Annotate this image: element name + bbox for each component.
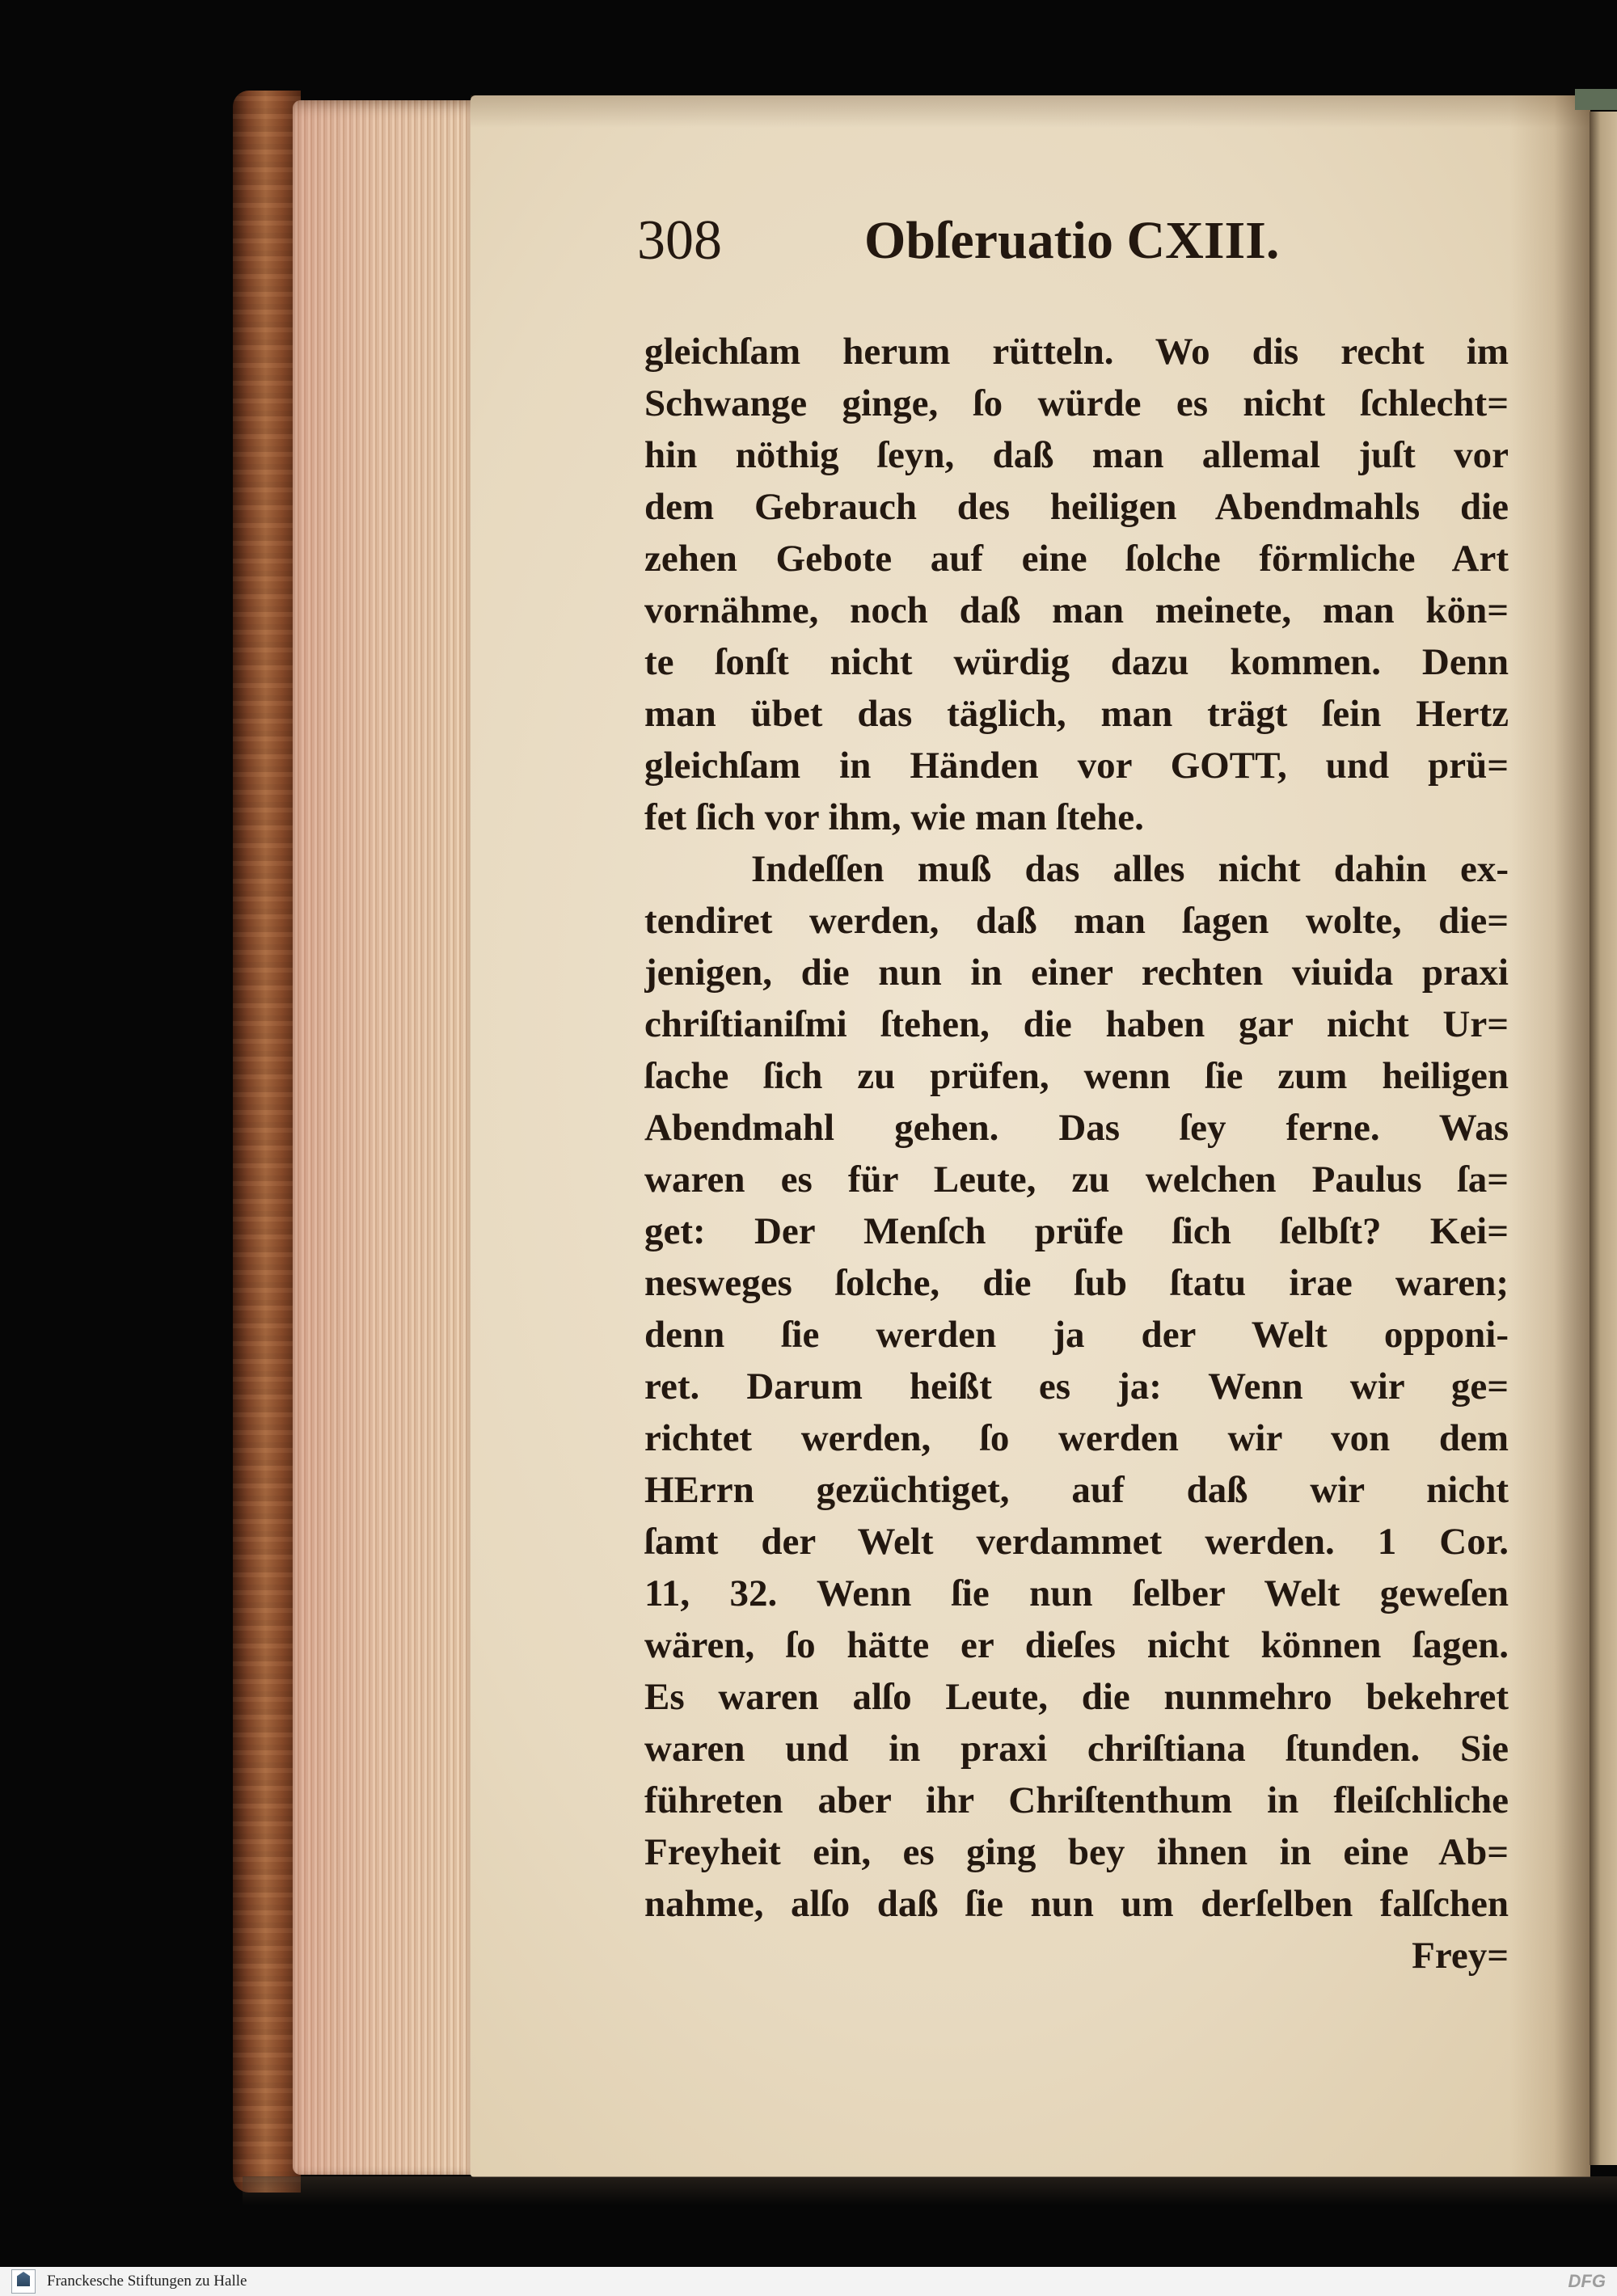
- text-line: zehen Gebote auf eine ſolche förmliche Art: [644, 538, 1509, 580]
- text-line: nesweges ſolche, die ſub ſtatu irae waren;: [644, 1262, 1509, 1304]
- text-line: 11, 32. Wenn ſie nun ſelber Welt geweſen: [644, 1572, 1509, 1614]
- body-text: [644, 326, 1509, 1982]
- text-line: man übet das täglich, man trägt ſein Hertz: [644, 693, 1509, 735]
- text-line: denn ſie werden ja der Welt opponi-: [644, 1314, 1509, 1356]
- text-line: get: Der Menſch prüfe ſich ſelbſt? Kei=: [644, 1210, 1509, 1252]
- text-line: waren es für Leute, zu welchen Paulus ſa=: [644, 1159, 1509, 1201]
- text-line: gleichſam herum rütteln. Wo dis recht im: [644, 331, 1509, 373]
- leather-texture: [233, 91, 301, 2193]
- text-line: wären, ſo hätte er dieſes nicht können ſagen.: [644, 1624, 1509, 1666]
- text-line: tendiret werden, daß man ſagen wolte, die=: [644, 900, 1509, 942]
- page-edges: [293, 100, 477, 2175]
- text-line: chriſtianiſmi ſtehen, die haben gar nicht Ur=: [644, 1003, 1509, 1045]
- text-line: nahme, alſo daß ſie nun um derſelben falſchen: [644, 1883, 1509, 1925]
- text-line: Schwange ginge, ſo würde es nicht ſchlecht=: [644, 382, 1509, 424]
- text-line: Indeſſen muß das alles nicht dahin ex-: [751, 848, 1509, 890]
- text-line: dem Gebrauch des heiligen Abendmahls die: [644, 486, 1509, 528]
- text-line: gleichſam in Händen vor GOTT, und prü=: [644, 745, 1509, 787]
- text-line: Freyheit ein, es ging bey ihnen in eine Ab=: [644, 1831, 1509, 1873]
- facing-page-edge: [1590, 112, 1617, 2165]
- text-line: ſamt der Welt verdammet werden. 1 Cor.: [644, 1521, 1509, 1563]
- dfg-logo: DFG: [1568, 2271, 1606, 2291]
- facing-page-corner: [1575, 89, 1617, 110]
- text-line: vornähme, noch daß man meinete, man kön=: [644, 589, 1509, 631]
- text-line: führeten aber ihr Chriſtenthum in fleiſchliche: [644, 1779, 1509, 1821]
- text-line: HErrn gezüchtiget, auf daß wir nicht: [644, 1469, 1509, 1511]
- text-line: richtet werden, ſo werden wir von dem: [644, 1417, 1509, 1459]
- text-line: hin nöthig ſeyn, daß man allemal juſt vor: [644, 434, 1509, 476]
- catchword: Frey=: [1412, 1935, 1509, 1977]
- text-line: waren und in praxi chriſtiana ſtunden. Sie: [644, 1728, 1509, 1770]
- text-line: jenigen, die nun in einer rechten viuida praxi: [644, 952, 1509, 994]
- page-gutter-shadow: [1509, 95, 1590, 2177]
- institution-name: Franckesche Stiftungen zu Halle: [47, 2273, 247, 2290]
- text-line: te ſonſt nicht würdig dazu kommen. Denn: [644, 641, 1509, 683]
- page-top-shade: [471, 95, 1590, 128]
- text-line: Es waren alſo Leute, die nunmehro bekehret: [644, 1676, 1509, 1718]
- book-shadow: [243, 2176, 1617, 2205]
- text-line: ſache ſich zu prüfen, wenn ſie zum heiligen: [644, 1055, 1509, 1097]
- text-line: ret. Darum heißt es ja: Wenn wir ge=: [644, 1365, 1509, 1408]
- running-title: Obſeruatio CXIII.: [864, 211, 1280, 270]
- text-line: fet ſich vor ihm, wie man ſtehe.: [644, 796, 1144, 838]
- text-line: Abendmahl gehen. Das ſey ferne. Was: [644, 1107, 1509, 1149]
- page-number: 308: [637, 209, 722, 272]
